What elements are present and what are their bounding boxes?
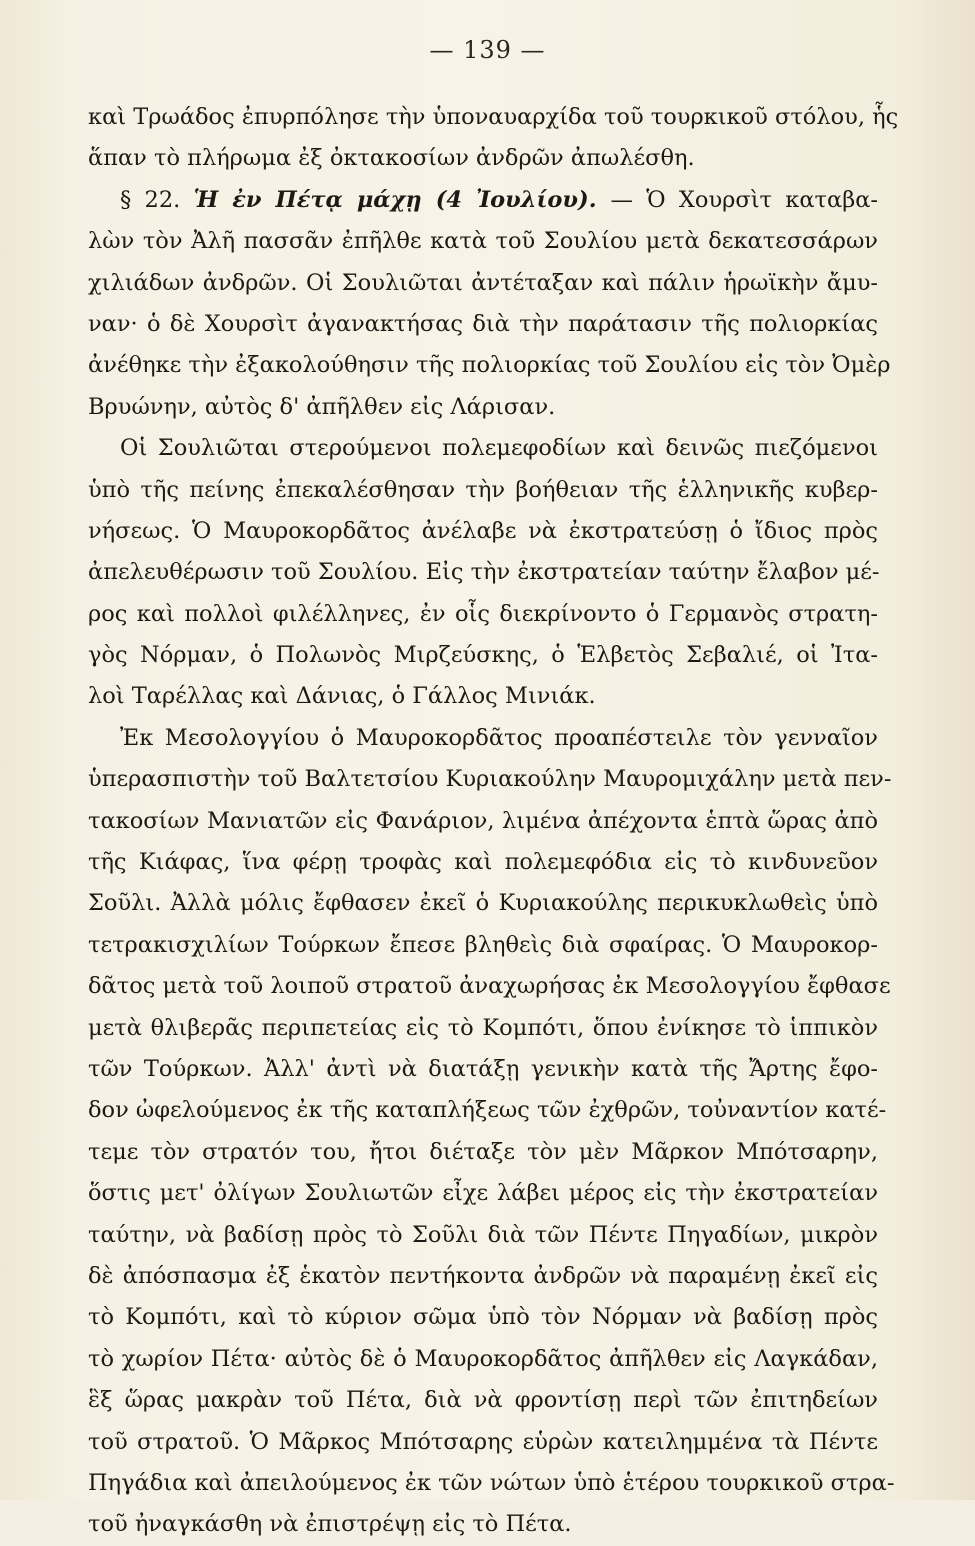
- text-line: τῶν Τούρκων. Ἀλλ' ἀντὶ νὰ διατάξῃ γενικὴν κατὰ τῆς Ἄρτης ἔφο-: [88, 1055, 878, 1082]
- text-line: Ἐκ Μεσολογγίου ὁ Μαυροκορδᾶτος προαπέστειλε τὸν γενναῖον: [120, 724, 878, 751]
- text-line: χιλιάδων ἀνδρῶν. Οἱ Σουλιῶται ἀντέταξαν καὶ πάλιν ἡρωϊκὴν ἄμυ-: [88, 269, 878, 296]
- text-line: τοῦ ἠναγκάσθη νὰ ἐπιστρέψῃ εἰς τὸ Πέτα.: [88, 1511, 572, 1538]
- text-line: ὑπὸ τῆς πείνης ἐπεκαλέσθησαν τὴν βοήθειαν τῆς ἑλληνικῆς κυβερ-: [88, 476, 878, 503]
- text-line: τετρακισχιλίων Τούρκων ἔπεσε βληθεὶς διὰ σφαίρας. Ὁ Μαυροκορ-: [88, 931, 878, 958]
- text-line: δὲ ἀπόσπασμα ἐξ ἑκατὸν πεντήκοντα ἀνδρῶν νὰ παραμένῃ ἐκεῖ εἰς: [88, 1262, 878, 1289]
- text-line: ταύτην, νὰ βαδίσῃ πρὸς τὸ Σοῦλι διὰ τῶν Πέντε Πηγαδίων, μικρὸν: [88, 1221, 878, 1248]
- text-line: ἅπαν τὸ πλήρωμα ἐξ ὀκτακοσίων ἀνδρῶν ἀπωλέσθη.: [88, 145, 695, 172]
- text-line: ἓξ ὥρας μακρὰν τοῦ Πέτα, διὰ νὰ φροντίσῃ περὶ τῶν ἐπιτηδείων: [88, 1387, 878, 1414]
- text-line: ναν· ὁ δὲ Χουρσὶτ ἀγανακτήσας διὰ τὴν παράτασιν τῆς πολιορκίας: [88, 310, 878, 337]
- page-number: — 139 —: [429, 36, 546, 64]
- text-line: μετὰ θλιβερᾶς περιπετείας εἰς τὸ Κομπότι, ὅπου ἐνίκησε τὸ ἱππικὸν: [88, 1014, 878, 1041]
- text-line: τακοσίων Μανιατῶν εἰς Φανάριον, λιμένα ἀπέχοντα ἑπτὰ ὥρας ἀπὸ: [88, 807, 878, 834]
- section-number: § 22.: [120, 186, 194, 213]
- text-line: λοὶ Ταρέλλας καὶ Δάνιας, ὁ Γάλλος Μινιάκ.: [88, 683, 596, 710]
- text-line: γὸς Νόρμαν, ὁ Πολωνὸς Μιρζεύσκης, ὁ Ἑλβετὸς Σεβαλιέ, οἱ Ἰτα-: [88, 642, 878, 669]
- text-line: ὑπερασπιστὴν τοῦ Βαλτετσίου Κυριακούλην Μαυρομιχάλην μετὰ πεν-: [88, 766, 892, 793]
- text-line: ὅστις μετ' ὀλίγων Σουλιωτῶν εἶχε λάβει μέρος εἰς τὴν ἐκστρατείαν: [88, 1180, 878, 1207]
- text-line: [88, 180, 878, 221]
- text-line: τὸ χωρίον Πέτα· αὐτὸς δὲ ὁ Μαυροκορδᾶτος ἀπῆλθεν εἰς Λαγκάδαν,: [88, 1345, 878, 1372]
- body-text: [88, 97, 899, 1546]
- text-line: τὸ Κομπότι, καὶ τὸ κύριον σῶμα ὑπὸ τὸν Νόρμαν νὰ βαδίσῃ πρὸς: [88, 1304, 878, 1331]
- text-line: ἀπελευθέρωσιν τοῦ Σουλίου. Εἰς τὴν ἐκστρατείαν ταύτην ἔλαβον μέ-: [88, 559, 880, 586]
- text-line: τῆς Κιάφας, ἵνα φέρῃ τροφὰς καὶ πολεμεφόδια εἰς τὸ κινδυνεῦον: [88, 849, 878, 876]
- text-line: Σοῦλι. Ἀλλὰ μόλις ἔφθασεν ἐκεῖ ὁ Κυριακούλης περικυκλωθεὶς ὑπὸ: [88, 890, 878, 917]
- text-line: καὶ Τρωάδος ἐπυρπόλησε τὴν ὑποναυαρχίδα τοῦ τουρκικοῦ στόλου, ἧς: [88, 104, 899, 130]
- text-line: νήσεως. Ὁ Μαυροκορδᾶτος ἀνέλαβε νὰ ἐκστρατεύσῃ ὁ ἴδιος πρὸς: [88, 517, 878, 544]
- text-line: Βρυώνην, αὐτὸς δ' ἀπῆλθεν εἰς Λάρισαν.: [88, 393, 556, 420]
- text-line: Οἱ Σουλιῶται στερούμενοι πολεμεφοδίων καὶ δεινῶς πιεζόμενοι: [120, 435, 878, 462]
- section-text: — Ὁ Χουρσὶτ καταβα-: [610, 186, 878, 213]
- text-line: δον ὠφελούμενος ἐκ τῆς καταπλήξεως τῶν ἐχθρῶν, τοὐναντίον κατέ-: [88, 1097, 887, 1124]
- text-line: ρος καὶ πολλοὶ φιλέλληνες, ἐν οἷς διεκρίνοντο ὁ Γερμανὸς στρατη-: [88, 600, 878, 627]
- text-line: λὼν τὸν Ἀλῆ πασσᾶν ἐπῆλθε κατὰ τοῦ Σουλίου μετὰ δεκατεσσάρων: [88, 228, 878, 255]
- text-line: τοῦ στρατοῦ. Ὁ Μᾶρκος Μπότσαρης εὑρὼν κατειλημμένα τὰ Πέντε: [88, 1428, 878, 1455]
- text-line: τεμε τὸν στρατόν του, ἤτοι διέταξε τὸν μὲν Μᾶρκον Μπότσαρην,: [88, 1138, 878, 1165]
- text-line: Πηγάδια καὶ ἀπειλούμενος ἐκ τῶν νώτων ὑπὸ ἑτέρου τουρκικοῦ στρα-: [88, 1469, 895, 1496]
- text-line: δᾶτος μετὰ τοῦ λοιποῦ στρατοῦ ἀναχωρήσας ἐκ Μεσολογγίου ἔφθασε: [88, 973, 891, 1000]
- section-title: Ἡ ἐν Πέτᾳ μάχῃ (4 Ἰουλίου).: [193, 186, 611, 213]
- text-line: ἀνέθηκε τὴν ἐξακολούθησιν τῆς πολιορκίας τοῦ Σουλίου εἰς τὸν Ὀμὲρ: [88, 352, 891, 379]
